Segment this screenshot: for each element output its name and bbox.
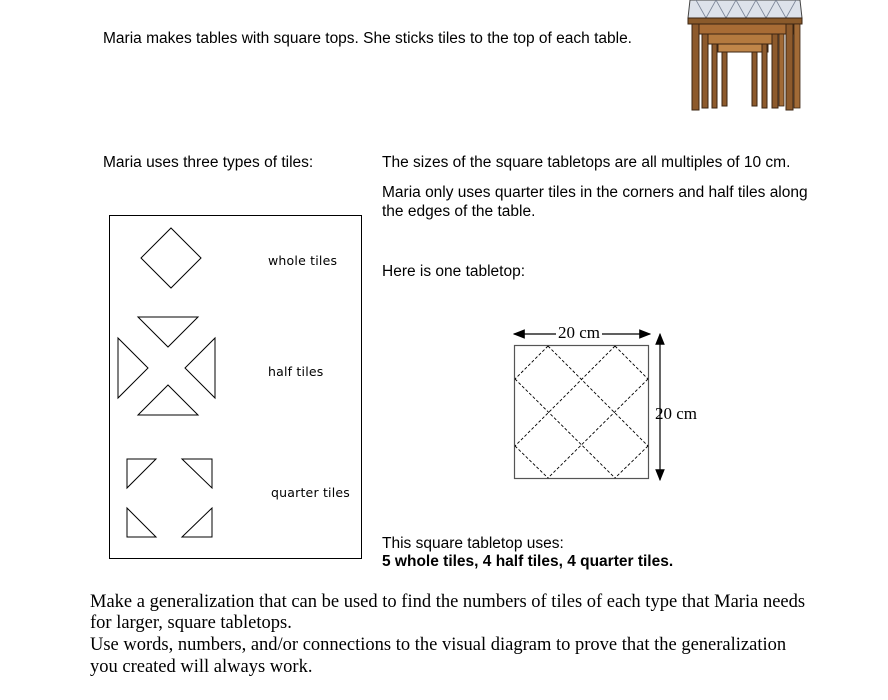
uses-line-1: This square tabletop uses: <box>382 535 564 552</box>
question-line-2: for larger, square tabletops. <box>90 613 292 633</box>
intro-text: Maria makes tables with square tops. She sticks tiles to the top of each table. <box>103 30 632 47</box>
sizes-text: The sizes of the square tabletops are all multiples of 10 cm. <box>382 154 791 171</box>
width-dimension-label: 20 cm <box>558 323 601 342</box>
placement-text-line-1: Maria only uses quarter tiles in the corners and half tiles along <box>382 184 808 201</box>
question-line-4: you created will always work. <box>90 657 313 677</box>
tabletop-intro: Here is one tabletop: <box>382 263 526 280</box>
question-line-3: Use words, numbers, and/or connections to the visual diagram to prove that the generalization <box>90 635 787 655</box>
height-dimension-label: 20 cm <box>655 404 698 423</box>
tabletop-square <box>515 346 649 479</box>
question-line-1: Make a generalization that can be used to find the numbers of tiles of each type that Maria needs <box>90 592 806 612</box>
placement-text-line-2: the edges of the table. <box>382 203 536 220</box>
uses-line-2: 5 whole tiles, 4 half tiles, 4 quarter tiles. <box>382 553 674 570</box>
tile-types-label: Maria uses three types of tiles: <box>103 154 314 171</box>
whole-tiles-label: whole tiles <box>268 253 338 268</box>
quarter-tiles-label: quarter tiles <box>271 485 351 500</box>
half-tiles-label: half tiles <box>268 364 324 379</box>
